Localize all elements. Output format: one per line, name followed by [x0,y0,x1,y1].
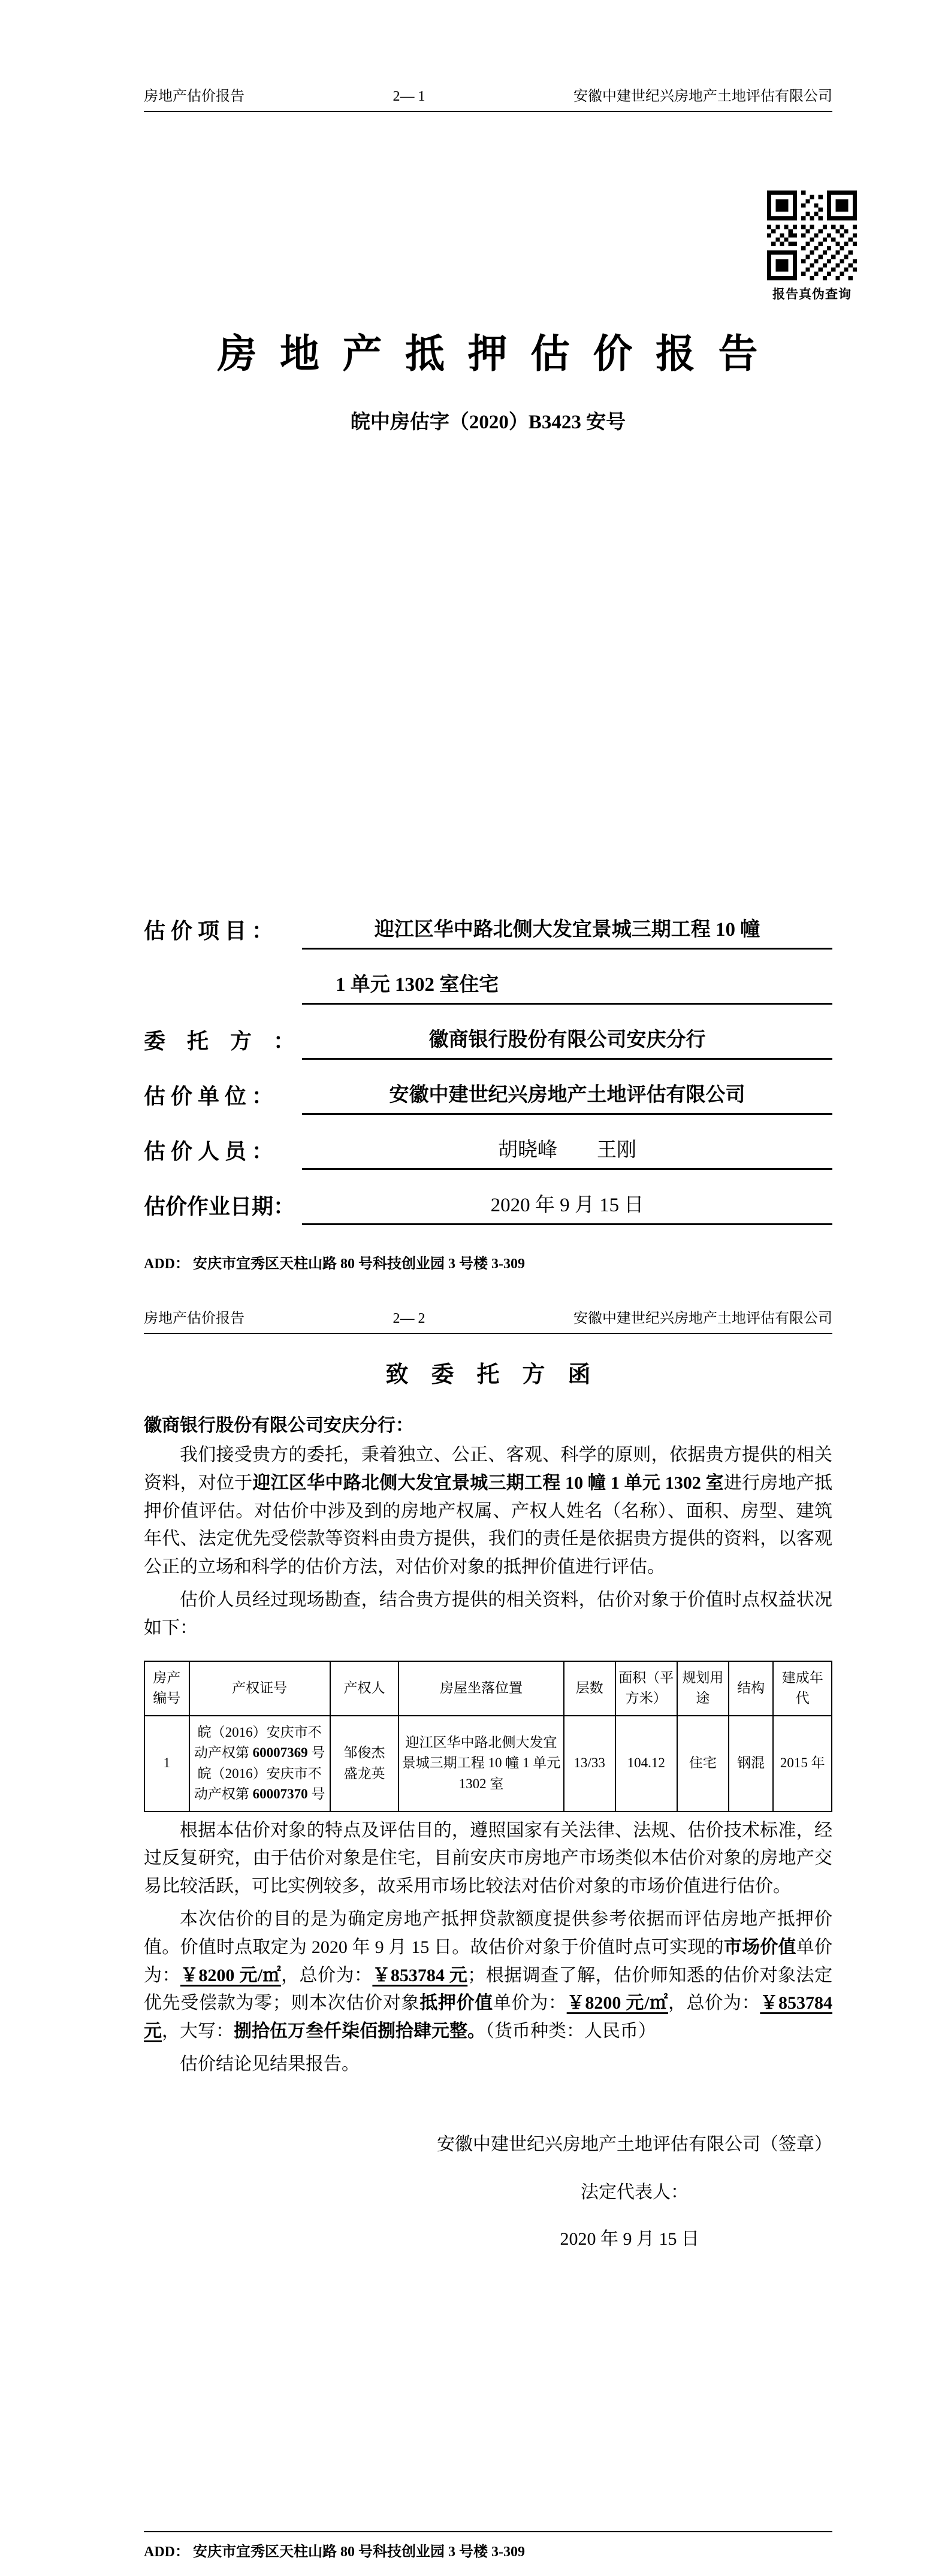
report-title: 房 地 产 抵 押 估 价 报 告 [217,332,759,376]
paragraph-commission [144,1441,832,1582]
p4-amount-in-words: 捌拾伍万叁仟柒佰捌拾肆元整。 [234,2021,485,2042]
field-client-label: 委 托 方 ： [144,1029,295,1053]
cover-form [144,914,832,1225]
field-staff-label: 估 价 人 员 ： [144,1139,274,1163]
field-date-label: 估价作业日期： [144,1195,295,1219]
owner-1: 邹俊杰 [343,1745,385,1761]
cell-floors: 13/33 [564,1716,615,1812]
page-2 [0,1288,951,2576]
col-header-structure: 结构 [729,1661,774,1716]
p1-subject-bold: 迎江区华中路北侧大发宜景城三期工程 10 幢 1 单元 1302 室 [252,1473,724,1493]
p4-text-5: 单价为： [493,1993,567,2013]
p4-text-1: 本次估价的目的是为确定房地产抵押贷款额度提供参考依据而评估房地产抵押价值。价值时点取定为 2020 年 9 月 15 日。故估价对象于价值时点可实现的 [144,1909,832,1957]
qr-block [763,191,861,303]
field-agency-label: 估 价 单 位 ： [144,1084,274,1108]
paragraph-valuation [144,1906,832,2046]
cert-1-number: 60007369 [252,1745,308,1761]
cell-area: 104.12 [615,1716,677,1812]
qr-caption: 报告真伪查询 [772,287,852,301]
col-header-area: 面积（平方米） [615,1661,677,1716]
cert-1 [192,1722,327,1764]
page-header [144,0,832,112]
p4-unit-price-1: ￥8200 元/㎡ [180,1965,282,1985]
p4-unit-price-2: ￥8200 元/㎡ [566,1993,668,2013]
cert-2-suffix: 号 [307,1786,325,1802]
p1-text: 我们接受贵方的委托，秉着独立、公正、客观、科学的原则，依据贵方提供的相关资料，对位于 [144,1445,832,1493]
p4-text-4: ；根据调查了解，估价师知悉的估价对象法定优先受偿款为零；则本次估价对象 [144,1965,833,2013]
col-header-year: 建成年代 [773,1661,832,1716]
page-header [144,1288,832,1334]
field-project-row-2 [144,969,832,1005]
paragraph-method: 根据本估价对象的特点及评估目的，遵照国家有关法律、法规、估价技术标准，经过反复研究，由于估价对象是住宅，目前安庆市房地产市场类似本估价对象的房地产交易比较活跃，可比实例较多，故采用市场比较法对估价对象的市场价值进行估价。 [144,1820,832,1897]
cell-location: 迎江区华中路北侧大发宜景城三期工程 10 幢 1 单元 1302 室 [398,1716,563,1812]
header-page-number: 2— 2 [393,1311,425,1326]
cell-property-no: 1 [144,1716,189,1812]
letter-title: 致 委 托 方 函 [385,1362,591,1387]
col-header-use: 规划用途 [677,1661,729,1716]
field-project-label: 估 价 项 目 ： [144,919,274,943]
cell-use: 住宅 [677,1716,729,1812]
p4-text-6: ，总价为： [668,1993,760,2013]
cert-2-prefix: 皖（2016）安庆市不动产权第 [194,1765,322,1802]
p4-market-value-bold: 市场价值 [723,1937,796,1957]
field-project-value-line2: 1 单元 1302 室住宅 [302,969,832,1005]
col-header-cert-no: 产权证号 [189,1661,330,1716]
field-agency-value: 安徽中建世纪兴房地产土地评估有限公司 [302,1079,832,1115]
paragraph-survey: 估价人员经过现场勘查，结合贵方提供的相关资料，估价对象于价值时点权益状况如下： [144,1589,832,1638]
col-header-floors: 层数 [564,1661,615,1716]
salutation: 徽商银行股份有限公司安庆分行： [144,1416,413,1435]
header-page-number: 2— 1 [393,89,425,104]
p4-text-8: （货币种类：人民币） [485,2021,656,2042]
field-agency-row [144,1079,832,1115]
p4-text-3: ，总价为： [281,1965,373,1985]
page-2-content [0,1288,951,2576]
field-staff-row [144,1134,832,1170]
field-client-value: 徽商银行股份有限公司安庆分行 [302,1024,832,1060]
header-company: 安徽中建世纪兴房地产土地评估有限公司 [573,1311,832,1326]
field-date-value: 2020 年 9 月 15 日 [302,1189,832,1225]
cert-1-prefix: 皖（2016）安庆市不动产权第 [194,1724,322,1761]
cert-2-number: 60007370 [252,1786,308,1802]
field-project-value-line1: 迎江区华中路北侧大发宜景城三期工程 10 幢 [302,914,832,950]
signature-date: 2020 年 9 月 15 日 [560,2229,699,2249]
owner-2: 盛龙英 [343,1765,385,1781]
p4-total-price-1: ￥853784 元 [372,1965,468,1985]
col-header-owner: 产权人 [330,1661,399,1716]
cell-year: 2015 年 [773,1716,832,1812]
table-header-row [144,1661,832,1716]
cell-structure: 钢混 [729,1716,774,1812]
header-doc-type: 房地产估价报告 [144,89,244,104]
field-client-row [144,1024,832,1060]
col-header-property-no: 房产编号 [144,1661,189,1716]
cell-owner [330,1716,399,1812]
p4-total-price-2: ￥853784 元 [144,1993,833,2042]
field-project-row-1 [144,914,832,950]
table-row [144,1716,832,1812]
page-footer-address: ADD： 安庆市宜秀区天柱山路 80 号科技创业园 3 号楼 3-309 [144,2531,832,2560]
signature-company: 安徽中建世纪兴房地产土地评估有限公司（签章） [437,2134,832,2154]
report-number: 皖中房估字（2020）B3423 安号 [350,412,626,433]
cell-cert-no [189,1716,330,1812]
col-header-location: 房屋坐落位置 [398,1661,563,1716]
p4-text-2: 单价为： [144,1937,833,1985]
paragraph-conclusion: 估价结论见结果报告。 [180,2054,360,2074]
field-date-row [144,1189,832,1225]
page-footer-address: ADD： 安庆市宜秀区天柱山路 80 号科技创业园 3 号楼 3-309 [144,1256,525,1272]
cert-1-suffix: 号 [307,1745,325,1761]
header-doc-type: 房地产估价报告 [144,1311,244,1326]
qr-code-icon [767,191,857,280]
appraisal-table [144,1661,832,1812]
field-label-spacer [144,1000,302,1005]
header-company: 安徽中建世纪兴房地产土地评估有限公司 [573,89,832,104]
p1-text-2: 进行房地产抵押价值评估。对估价中涉及到的房地产权属、产权人姓名（名称）、面积、房型、建筑年代、法定优先受偿款等资料由贵方提供，我们的责任是依据贵方提供的资料，以客观公正的立场和科学的估价方法，对估价对象的抵押价值进行评估。 [144,1473,833,1577]
field-staff-value: 胡晓峰 王刚 [302,1134,832,1170]
p4-text-7: ，大写： [162,2021,234,2042]
signature-legal-representative: 法定代表人： [581,2182,689,2202]
p4-mortgage-value-bold: 抵押价值 [419,1993,493,2013]
cert-2 [192,1764,327,1805]
